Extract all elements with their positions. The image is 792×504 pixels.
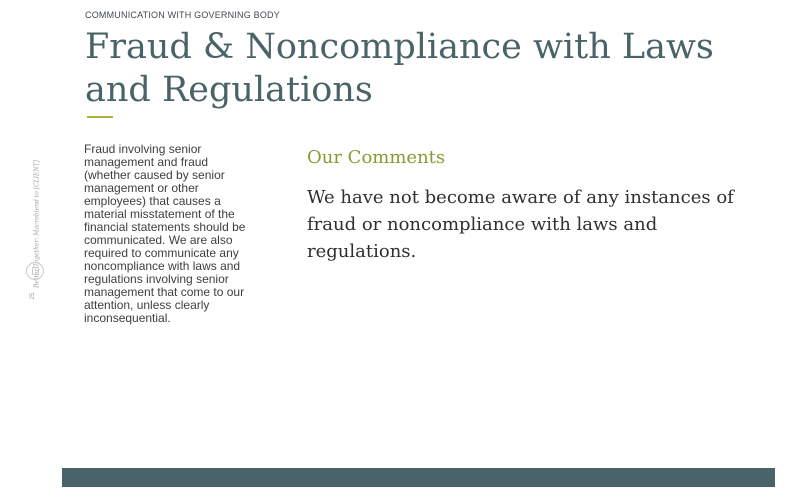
footer-bar xyxy=(62,468,775,487)
page-number: 25 xyxy=(30,292,36,300)
section-label: COMMUNICATION WITH GOVERNING BODY xyxy=(85,10,280,20)
comments-body-text: We have not become aware of any instances of fraud or noncompliance with laws and regulations. xyxy=(307,187,734,262)
title-accent-line xyxy=(87,116,113,118)
logo-badge-icon xyxy=(26,262,44,280)
slide-title: Fraud & Noncompliance with Laws and Regulations xyxy=(85,27,714,110)
comments-heading: Our Comments xyxy=(307,147,446,168)
sidebar-vertical-text: Better Together: Macroblend to [CLIENT] xyxy=(33,160,41,288)
fraud-description-text: Fraud involving senior management and fraud (whether caused by senior management or other employees) that causes a material misstatement of the financial statements should be communicated. We are also required to communicate any noncompliance with laws and regulations involving senior management that come to our attention, unless clearly inconsequential. xyxy=(84,142,246,325)
